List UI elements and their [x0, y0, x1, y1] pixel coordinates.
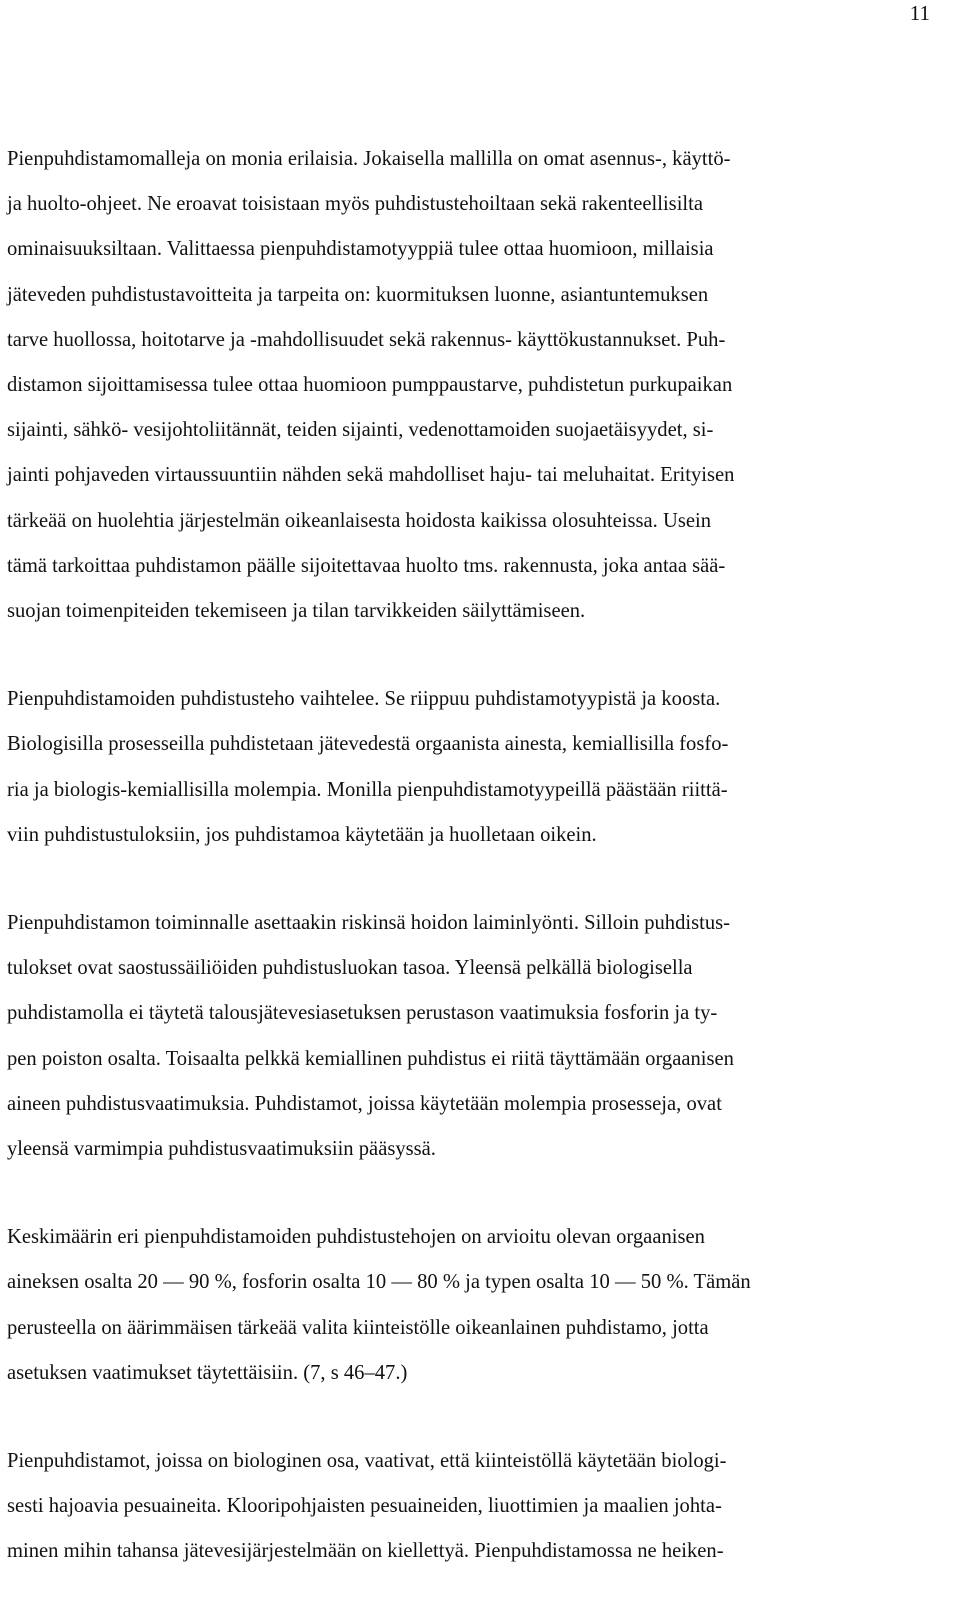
- text-line: sesti hajoavia pesuaineita. Klooripohjaisten pesuaineiden, liuottimien ja maalien johta-: [7, 1495, 722, 1518]
- text-line: sijainti, sähkö- vesijohtoliitännät, teiden sijainti, vedenottamoiden suojaetäisyydet, si-: [7, 419, 714, 442]
- text-line: tärkeää on huolehtia järjestelmän oikeanlaisesta hoidosta kaikissa olosuhteissa. Usein: [7, 509, 711, 532]
- paragraph-spacer: [7, 858, 925, 901]
- text-line: pen poiston osalta. Toisaalta pelkkä kemiallinen puhdistus ei riitä täyttämään orgaanisen: [7, 1047, 734, 1070]
- paragraph-2: [7, 677, 925, 858]
- text-line: distamon sijoittamisessa tulee ottaa huomioon pumppaustarve, puhdistetun purkupaikan: [7, 374, 733, 397]
- text-line: viin puhdistustuloksiin, jos puhdistamoa käytetään ja huolletaan oikein.: [7, 823, 597, 846]
- text-line: jainti pohjaveden virtaussuuntiin nähden sekä mahdolliset haju- tai meluhaitat. Erityisen: [7, 464, 735, 487]
- text-line: Keskimäärin eri pienpuhdistamoiden puhdistustehojen on arvioitu olevan orgaanisen: [7, 1226, 705, 1249]
- paragraph-4: [7, 1215, 925, 1396]
- text-line: aineen puhdistusvaatimuksia. Puhdistamot, joissa käytetään molempia prosesseja, ovat: [7, 1092, 722, 1115]
- paragraph-3: [7, 901, 925, 1172]
- text-line: ria ja biologis-kemiallisilla molempia. Monilla pienpuhdistamotyypeillä päästään riittä-: [7, 778, 728, 801]
- text-line: tarve huollossa, hoitotarve ja -mahdollisuudet sekä rakennus- käyttökustannukset. Puh-: [7, 328, 726, 351]
- text-line: tämä tarkoittaa puhdistamon päälle sijoitettavaa huolto tms. rakennusta, joka antaa sää-: [7, 554, 726, 577]
- text-line: aineksen osalta 20 — 90 %, fosforin osalta 10 — 80 % ja typen osalta 10 — 50 %. Tämän: [7, 1271, 751, 1294]
- text-line: Pienpuhdistamoiden puhdistusteho vaihtelee. Se riippuu puhdistamotyypistä ja koosta.: [7, 688, 721, 711]
- paragraph-1: [7, 137, 925, 634]
- text-line: ja huolto-ohjeet. Ne eroavat toisistaan myös puhdistustehoiltaan sekä rakenteellisilta: [7, 193, 703, 216]
- document-body: [7, 137, 925, 1575]
- text-line: tulokset ovat saostussäiliöiden puhdistusluokan tasoa. Yleensä pelkällä biologisella: [7, 957, 693, 980]
- text-line: ominaisuuksiltaan. Valittaessa pienpuhdistamotyyppiä tulee ottaa huomioon, millaisia: [7, 238, 714, 261]
- text-line: puhdistamolla ei täytetä talousjätevesiasetuksen perustason vaatimuksia fosforin ja ty-: [7, 1002, 718, 1025]
- text-line: asetuksen vaatimukset täytettäisiin. (7, s 46–47.): [7, 1361, 408, 1384]
- text-line: suojan toimenpiteiden tekemiseen ja tilan tarvikkeiden säilyttämiseen.: [7, 600, 586, 623]
- text-line: Pienpuhdistamomalleja on monia erilaisia. Jokaisella mallilla on omat asennus-, käyttö-: [7, 148, 731, 170]
- text-line: Biologisilla prosesseilla puhdistetaan jätevedestä orgaanista ainesta, kemiallisilla fosfo-: [7, 733, 729, 756]
- text-line: Pienpuhdistamot, joissa on biologinen osa, vaativat, että kiinteistöllä käytetään biologi-: [7, 1450, 727, 1473]
- text-line: perusteella on äärimmäisen tärkeää valita kiinteistölle oikeanlainen puhdistamo, jotta: [7, 1316, 709, 1339]
- text-line: jäteveden puhdistustavoitteita ja tarpeita on: kuormituksen luonne, asiantuntemuksen: [7, 283, 709, 306]
- paragraph-5: [7, 1439, 925, 1575]
- paragraph-spacer: [7, 634, 925, 677]
- text-line: Pienpuhdistamon toiminnalle asettaakin riskinsä hoidon laiminlyönti. Silloin puhdistus-: [7, 912, 731, 935]
- text-line: minen mihin tahansa jätevesijärjestelmään on kiellettyä. Pienpuhdistamossa ne heiken-: [7, 1540, 724, 1563]
- paragraph-spacer: [7, 1396, 925, 1439]
- paragraph-spacer: [7, 1172, 925, 1215]
- text-line: yleensä varmimpia puhdistusvaatimuksiin pääsyssä.: [7, 1138, 436, 1161]
- page-number: 11: [909, 1, 930, 25]
